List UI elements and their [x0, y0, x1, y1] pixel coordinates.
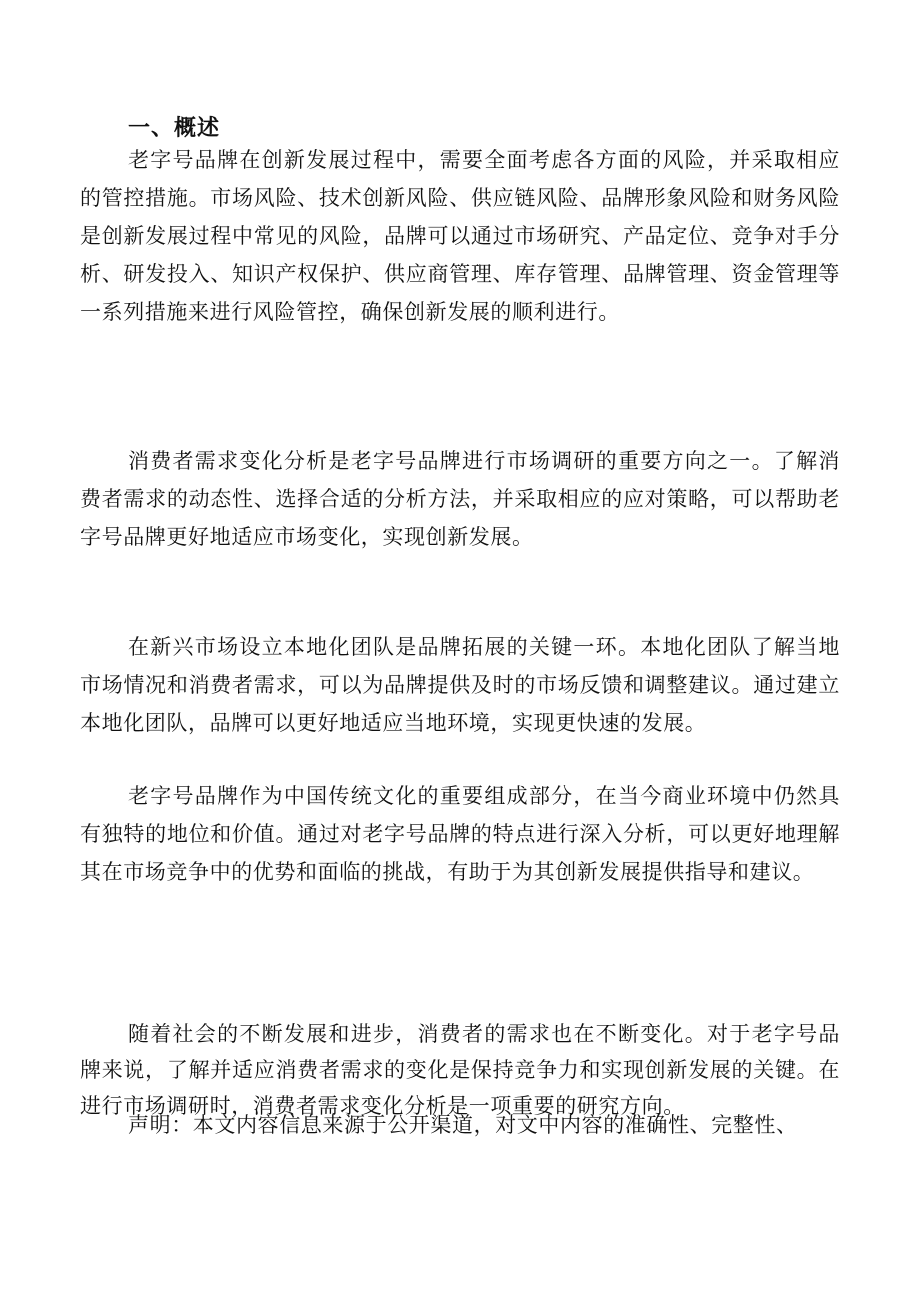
paragraph-disclaimer: 声明：本文内容信息来源于公开渠道，对文中内容的准确性、完整性、	[128, 1113, 798, 1137]
paragraph-localization-team: 在新兴市场设立本地化团队是品牌拓展的关键一环。本地化团队了解当地市场情况和消费者需求，可以为品牌提供及时的市场反馈和调整建议。通过建立本地化团队，品牌可以更好地适应当地环境，实现更快速的发展。	[80, 635, 840, 735]
paragraph-demand-changes: 随着社会的不断发展和进步，消费者的需求也在不断变化。对于老字号品牌来说，了解并适应消费者需求的变化是保持竞争力和实现创新发展的关键。在进行市场调研时，消费者需求变化分析是一项重要的研究方向。	[80, 1022, 840, 1118]
paragraph-consumer-demand: 消费者需求变化分析是老字号品牌进行市场调研的重要方向之一。了解消费者需求的动态性、选择合适的分析方法，并采取相应的应对策略，可以帮助老字号品牌更好地适应市场变化，实现创新发展。	[80, 449, 840, 549]
paragraph-brand-value: 老字号品牌作为中国传统文化的重要组成部分，在当今商业环境中仍然具有独特的地位和价值。通过对老字号品牌的特点进行深入分析，可以更好地理解其在市场竞争中的优势和面临的挑战，有助于为其创新发展提供指导和建议。	[80, 784, 840, 884]
paragraph-risk-control: 老字号品牌在创新发展过程中，需要全面考虑各方面的风险，并采取相应的管控措施。市场风险、技术创新风险、供应链风险、品牌形象风险和财务风险是创新发展过程中常见的风险，品牌可以通过市场研究、产品定位、竞争对手分析、研发投入、知识产权保护、供应商管理、库存管理、品牌管理、资金管理等一系列措施来进行风险管控，确保创新发展的顺利进行。	[80, 148, 840, 324]
section-heading: 一、概述	[128, 116, 221, 141]
